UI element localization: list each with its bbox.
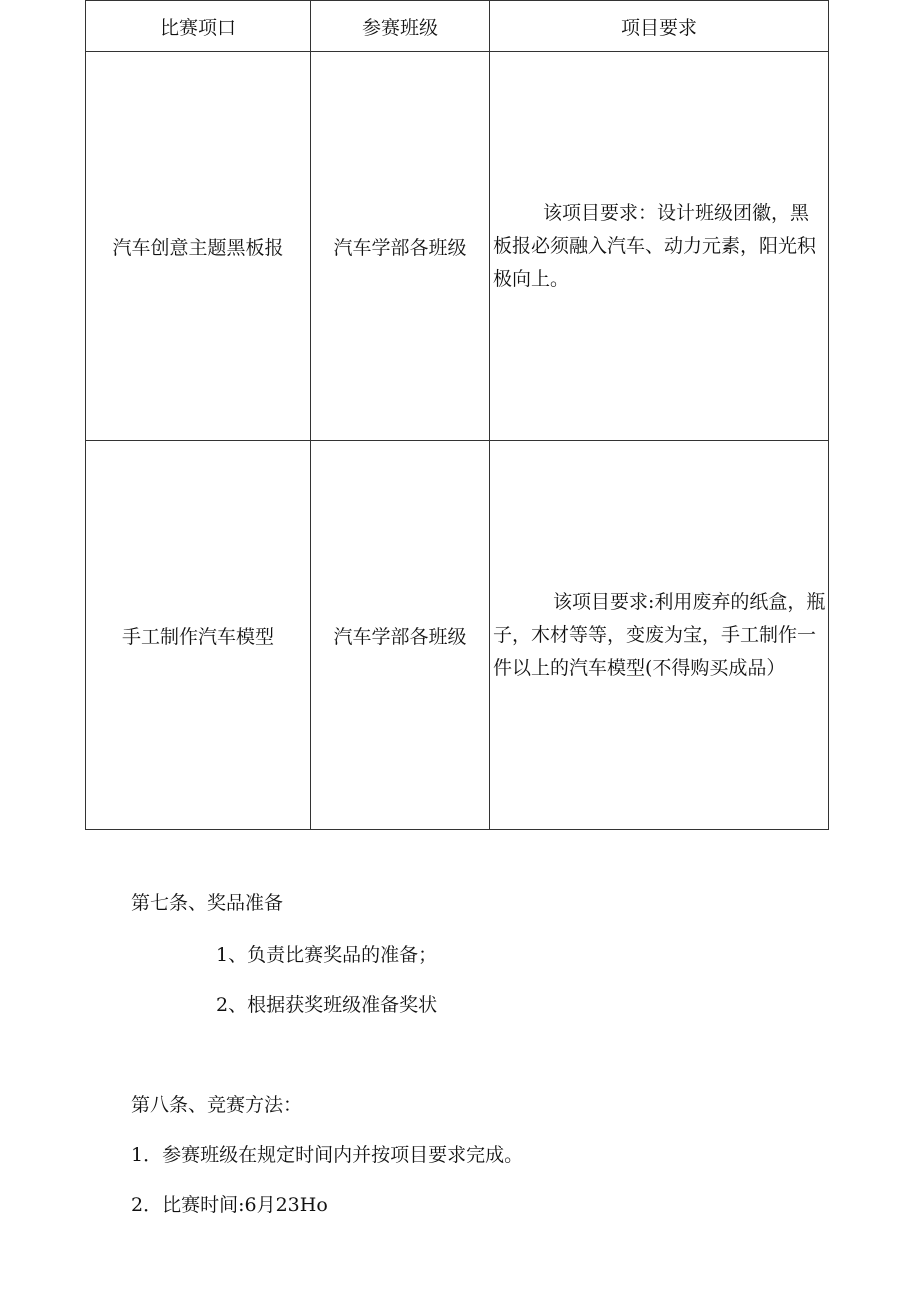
table-row [86,52,829,441]
project-name: 手工制作汽车模型 [86,441,311,830]
header-requirement: 项目要求 [490,1,829,52]
header-class: 参赛班级 [311,1,490,52]
project-name: 汽车创意主题黑板报 [86,52,311,441]
requirement-text: 该项目要求:利用废弃的纸盒，瓶子，木材等等，变废为宝，手工制作一件以上的汽车模型(不得购买成品） [493,590,826,679]
section-7-item: 1、负责比赛奖品的准备； [216,944,438,966]
table-header-row [86,1,829,52]
competition-table [85,0,829,830]
section-7-item: 2、根据获奖班级准备奖状 [216,994,438,1016]
participant-class: 汽车学部各班级 [311,52,490,441]
participant-class: 汽车学部各班级 [311,441,490,830]
project-requirement [490,441,829,830]
section-7-title: 第七条、奖品准备 [131,892,284,914]
section-8-item: 2．比赛时间:6月23Ho [131,1194,328,1216]
header-project: 比赛项口 [86,1,311,52]
section-8-title: 第八条、竞赛方法： [131,1094,303,1116]
project-requirement [490,52,829,441]
table-row [86,441,829,830]
requirement-text: 该项目要求：设计班级团徽，黑板报必须融入汽车、动力元素，阳光积极向上。 [493,201,817,290]
section-8-item: 1．参赛班级在规定时间内并按项目要求完成。 [131,1144,524,1166]
